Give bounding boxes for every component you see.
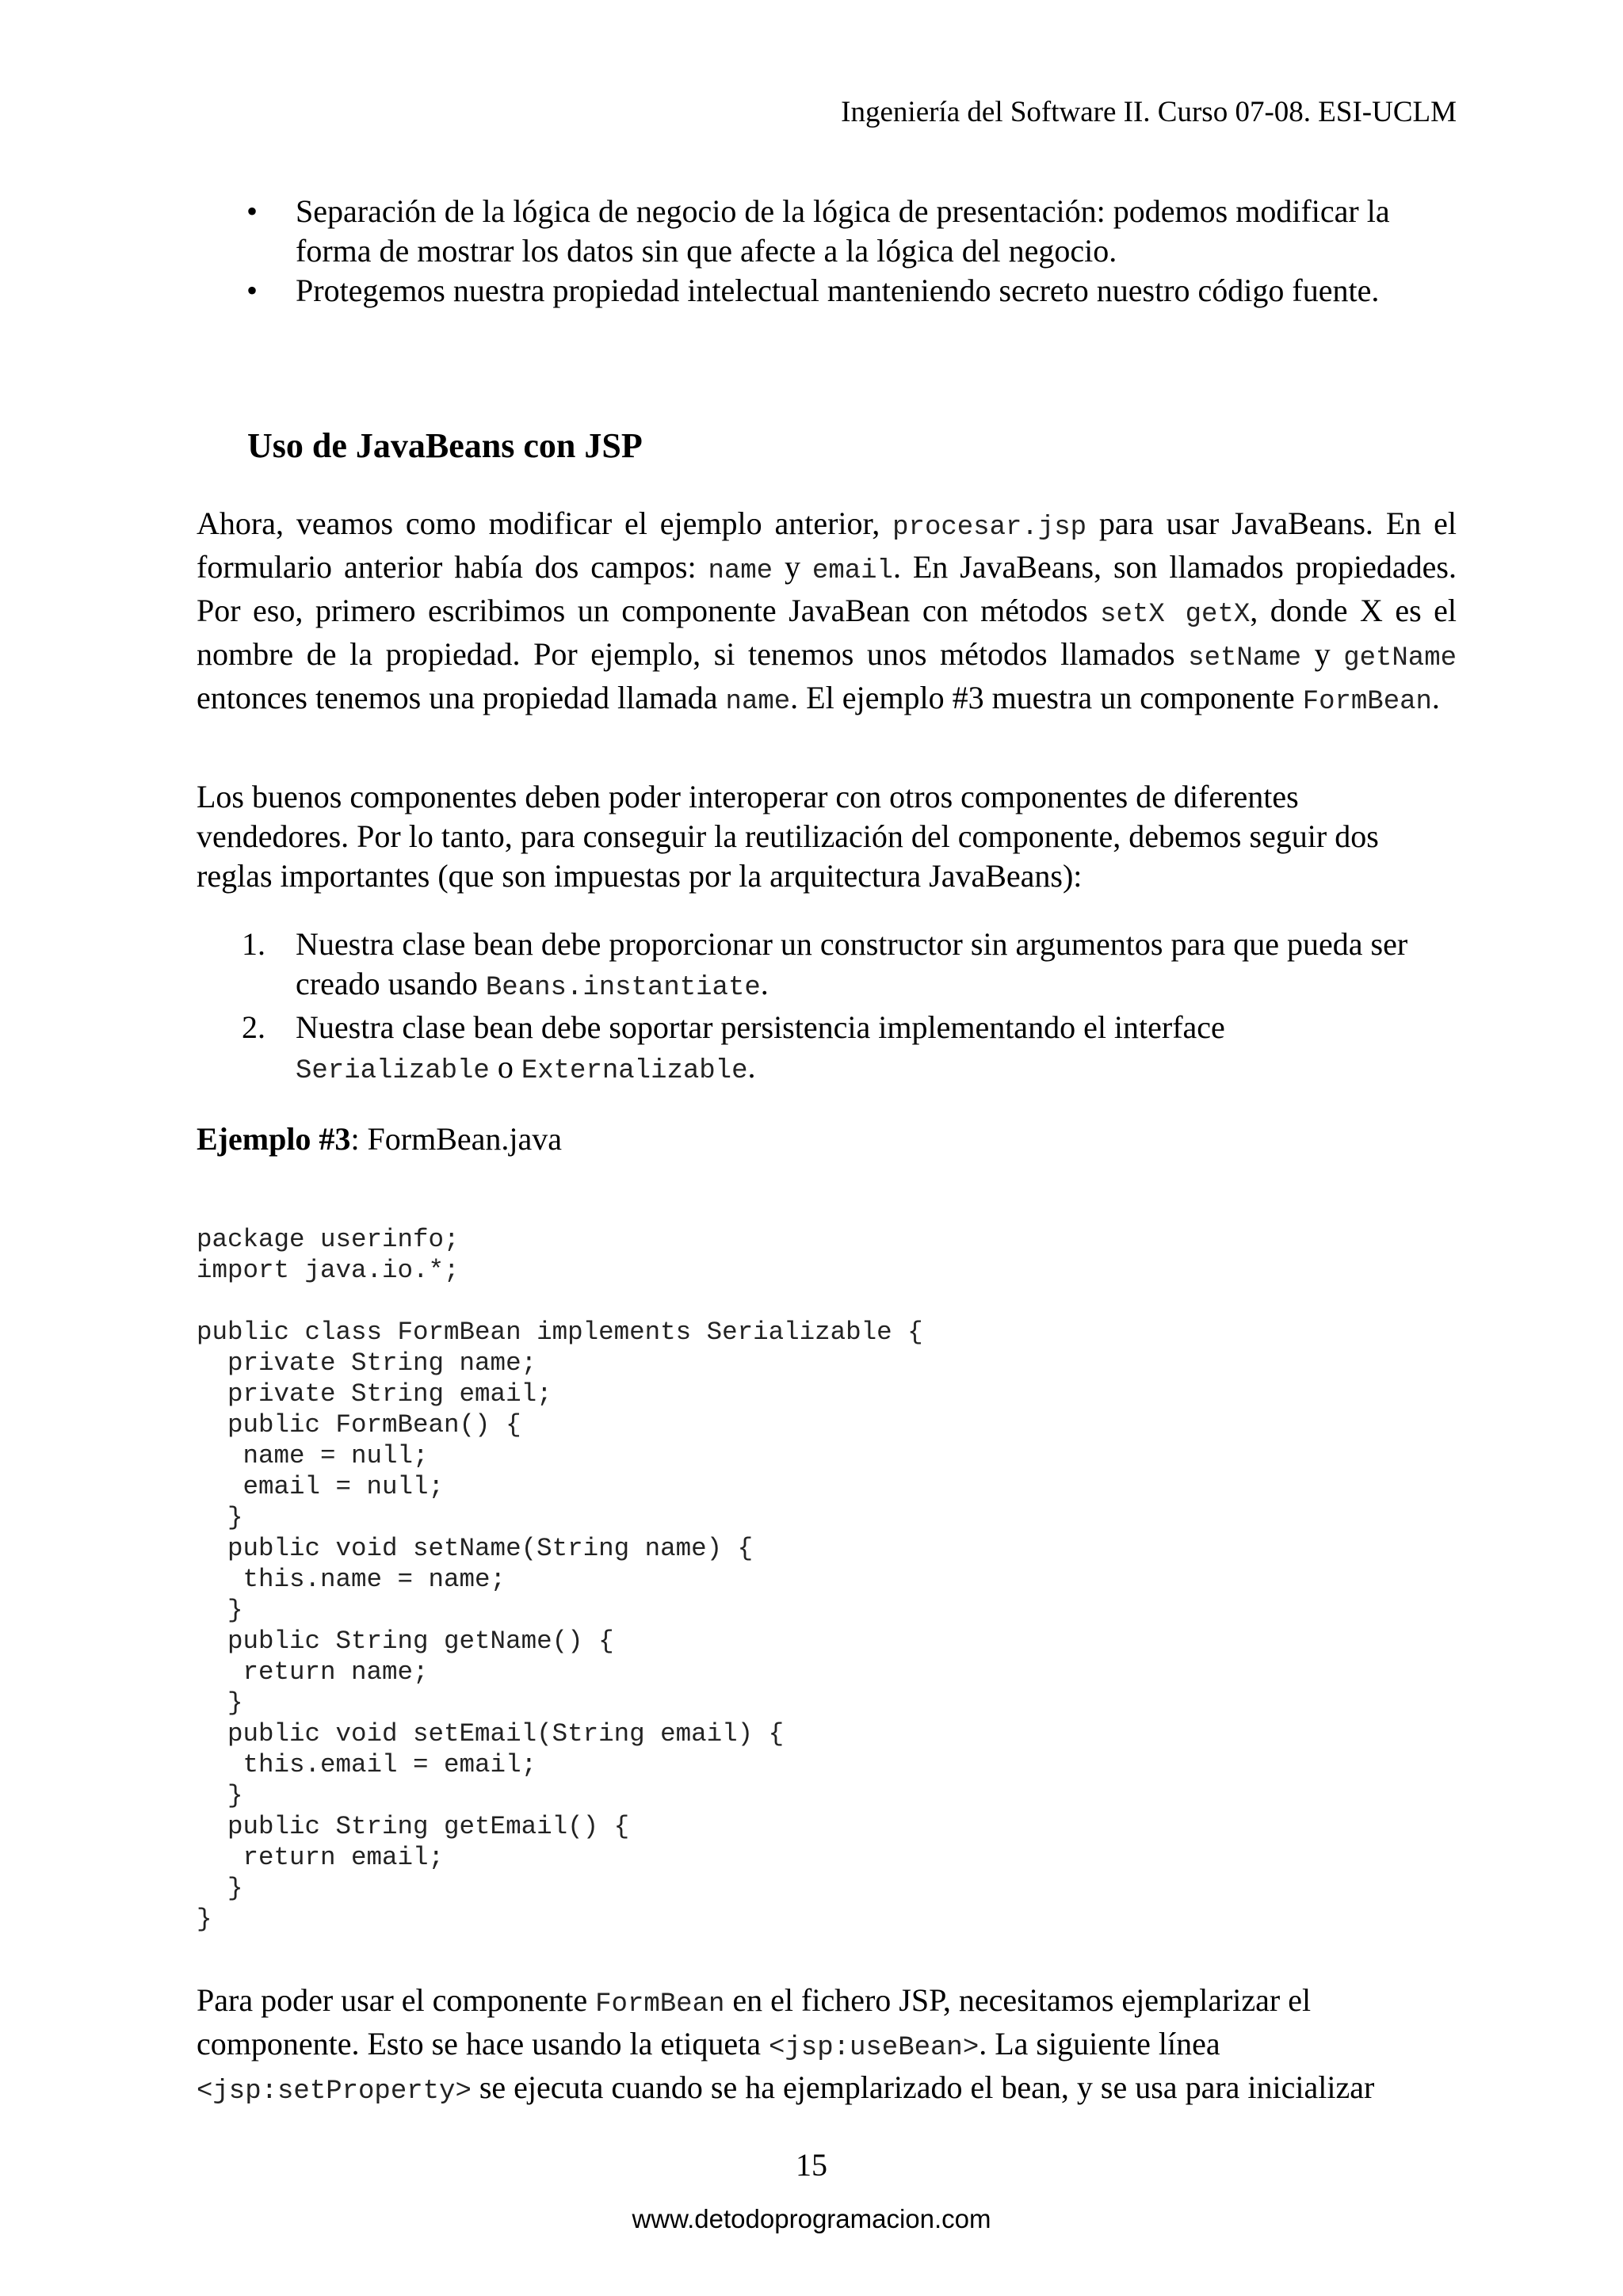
paragraph-text: y — [773, 549, 812, 585]
intro-paragraph — [197, 504, 1457, 722]
paragraph-line: vendedores. Por lo tanto, para conseguir la reutilización del componente, debemos seguir dos — [197, 818, 1379, 854]
paragraph-text: se ejecuta cuando se ha ejemplarizado el bean, y se usa para inicializar — [471, 2069, 1375, 2105]
paragraph-text: Ahora, veamos como modificar el ejemplo anterior, — [197, 505, 893, 541]
paragraph-text: . La siguiente línea — [979, 2026, 1220, 2061]
paragraph-text: . — [1431, 680, 1440, 715]
section-heading: Uso de JavaBeans con JSP — [247, 426, 643, 465]
rule-text-line: Nuestra clase bean debe proporcionar un constructor sin argumentos para que pueda ser — [296, 926, 1408, 962]
example-filename: : FormBean.java — [350, 1121, 563, 1157]
paragraph-text: en el fichero JSP, necesitamos ejemplarizar el — [724, 1982, 1312, 2018]
page-number: 15 — [796, 2147, 827, 2183]
example-caption — [197, 1119, 562, 1159]
inline-code: name — [708, 556, 773, 586]
paragraph-text: . En JavaBeans, son llamados propiedades. Por eso, primero escribimos un componente JavaBean con métodos — [197, 549, 1457, 628]
inline-code: Beans.instantiate — [485, 973, 761, 1003]
list-item — [242, 271, 1454, 311]
bullet-marker: • — [246, 193, 258, 229]
inline-code: name — [725, 687, 791, 717]
code-listing: package userinfo; import java.io.*; public class FormBean implements Serializable { private String name; private String email; public FormBean() { name = null; email = null; } public void setName(String name) { this.name = name; } public String getName() { return name; } public void setEmail(String email) { this.email = email; } public String getEmail() { return email; } } — [197, 1225, 923, 1934]
list-item — [242, 192, 1454, 271]
bullet-list — [242, 192, 1454, 311]
inline-code: FormBean — [1302, 687, 1432, 717]
inline-code: FormBean — [595, 1989, 725, 2019]
running-header: Ingeniería del Software II. Curso 07-08. ESI-UCLM — [841, 96, 1457, 128]
bullet-text-line: Protegemos nuestra propiedad intelectual manteniendo secreto nuestro código fuente. — [296, 273, 1380, 308]
inline-code: procesar.jsp — [892, 513, 1086, 543]
paragraph-text: , donde X es el nombre de la propiedad. Por ejemplo, si tenemos unos métodos llamados — [197, 593, 1457, 672]
paragraph-text: entonces tenemos una propiedad llamada — [197, 680, 726, 715]
paragraph-text: Para poder usar el componente — [197, 1982, 596, 2018]
paragraph-text: . El ejemplo #3 muestra un componente — [790, 680, 1303, 715]
inline-code: setName — [1188, 643, 1301, 673]
inline-code: <jsp:setProperty> — [197, 2077, 472, 2107]
inline-code: getName — [1343, 643, 1457, 673]
bullet-text-line: forma de mostrar los datos sin que afecte a la lógica del negocio. — [296, 233, 1117, 269]
paragraph-line: Los buenos componentes deben poder interoperar con otros componentes de diferentes — [197, 779, 1299, 814]
paragraph-line: reglas importantes (que son impuestas por la arquitectura JavaBeans): — [197, 858, 1083, 894]
inline-code: email — [812, 556, 893, 586]
rule-text: o — [489, 1049, 521, 1085]
inline-code: setX getX — [1100, 600, 1251, 630]
usage-paragraph — [197, 1981, 1457, 2111]
inline-code: <jsp:useBean> — [768, 2033, 980, 2063]
bullet-text-line: Separación de la lógica de negocio de la lógica de presentación: podemos modificar la — [296, 193, 1390, 229]
inline-code: Externalizable — [521, 1056, 748, 1086]
list-item — [242, 925, 1454, 1008]
paragraph-text: componente. Esto se hace usando la etiqueta — [197, 2026, 769, 2061]
rules-list — [242, 925, 1454, 1091]
components-paragraph — [197, 777, 1457, 896]
rule-text-line: Nuestra clase bean debe soportar persistencia implementando el interface — [296, 1009, 1225, 1045]
list-number: 2. — [242, 1009, 265, 1045]
list-number: 1. — [242, 926, 265, 962]
example-label: Ejemplo #3 — [197, 1121, 351, 1157]
list-item — [242, 1008, 1454, 1091]
paragraph-text: y — [1301, 636, 1344, 672]
rule-text: creado usando — [296, 966, 486, 1001]
rule-text: . — [747, 1049, 756, 1085]
bullet-marker: • — [246, 273, 258, 308]
footer-website: www.detodoprogramacion.com — [632, 2204, 991, 2233]
inline-code: Serializable — [296, 1056, 490, 1086]
paragraph-text: para usar JavaBeans. En el formulario anterior había dos campos: — [197, 505, 1457, 585]
rule-text: . — [760, 966, 769, 1001]
